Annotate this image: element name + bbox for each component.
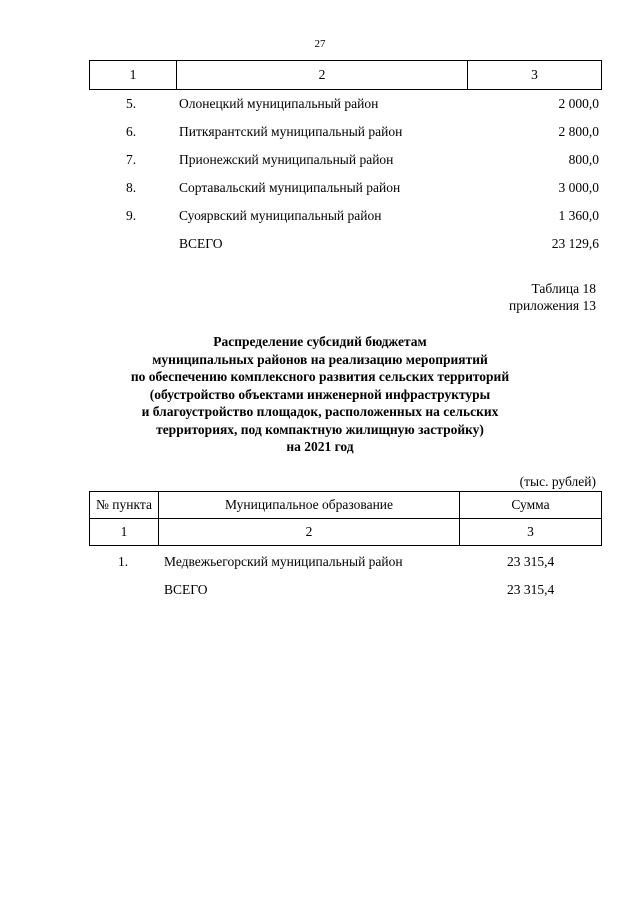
table-row bbox=[89, 118, 602, 146]
municipality-name: Питкярантский муниципальный район bbox=[179, 124, 403, 139]
page-number: 27 bbox=[314, 38, 326, 50]
table-1-col-3-number: 3 bbox=[468, 61, 602, 90]
amount: 23 315,4 bbox=[507, 554, 555, 569]
table-row bbox=[89, 202, 602, 230]
amount: 2 000,0 bbox=[558, 96, 599, 111]
table-row bbox=[89, 174, 602, 202]
title-line: муниципальных районов на реализацию мероприятий bbox=[152, 351, 488, 367]
amount: 2 800,0 bbox=[558, 124, 599, 139]
table-1-col-2-number: 2 bbox=[177, 61, 468, 90]
appendix-reference: приложения 13 bbox=[508, 298, 596, 313]
column-header-municipality: Муниципальное образование bbox=[159, 492, 460, 519]
table-number: Таблица 18 bbox=[531, 281, 596, 296]
title-line: Распределение субсидий бюджетам bbox=[213, 334, 427, 349]
row-number: 5. bbox=[125, 96, 137, 111]
total-label: ВСЕГО bbox=[164, 582, 208, 597]
table-2-header bbox=[89, 491, 602, 546]
table-1-col-1-number: 1 bbox=[90, 61, 177, 90]
title-line: (обустройство объектами инженерной инфраструктуры bbox=[149, 386, 491, 402]
document-title bbox=[0, 333, 640, 456]
title-line: на 2021 год bbox=[286, 439, 354, 454]
table-row bbox=[89, 146, 602, 174]
total-label: ВСЕГО bbox=[179, 236, 223, 251]
table-row-total bbox=[89, 576, 602, 604]
amount: 1 360,0 bbox=[558, 208, 599, 223]
municipality-name: Медвежьегорский муниципальный район bbox=[164, 554, 403, 569]
municipality-name: Олонецкий муниципальный район bbox=[179, 96, 379, 111]
table-row bbox=[89, 548, 602, 576]
title-line: по обеспечению комплексного развития сельских территорий bbox=[130, 369, 510, 384]
amount: 800,0 bbox=[568, 152, 599, 167]
table-1-body bbox=[89, 90, 602, 258]
row-number: 9. bbox=[125, 208, 137, 223]
municipality-name: Прионежский муниципальный район bbox=[179, 152, 394, 167]
title-line: территориях, под компактную жилищную застройку) bbox=[156, 421, 484, 437]
table-row bbox=[89, 90, 602, 118]
row-number: 7. bbox=[125, 152, 137, 167]
municipality-name: Суоярвский муниципальный район bbox=[179, 208, 382, 223]
table-row-total bbox=[89, 230, 602, 258]
amount: 3 000,0 bbox=[558, 180, 599, 195]
column-header-item-number: № пункта bbox=[90, 492, 159, 519]
total-amount: 23 315,4 bbox=[507, 582, 555, 597]
title-line: и благоустройство площадок, расположенных на сельских bbox=[141, 404, 499, 419]
table-2-body bbox=[89, 548, 602, 604]
row-number: 1. bbox=[117, 554, 129, 569]
table-1-header bbox=[89, 60, 602, 90]
column-number: 1 bbox=[90, 519, 159, 546]
row-number: 6. bbox=[125, 124, 137, 139]
unit-label: (тыс. рублей) bbox=[519, 474, 596, 489]
column-number: 2 bbox=[159, 519, 460, 546]
total-amount: 23 129,6 bbox=[551, 236, 599, 251]
row-number: 8. bbox=[125, 180, 137, 195]
municipality-name: Сортавальский муниципальный район bbox=[179, 180, 401, 195]
column-header-amount: Сумма bbox=[460, 492, 602, 519]
table-caption bbox=[509, 280, 596, 314]
column-number: 3 bbox=[460, 519, 602, 546]
